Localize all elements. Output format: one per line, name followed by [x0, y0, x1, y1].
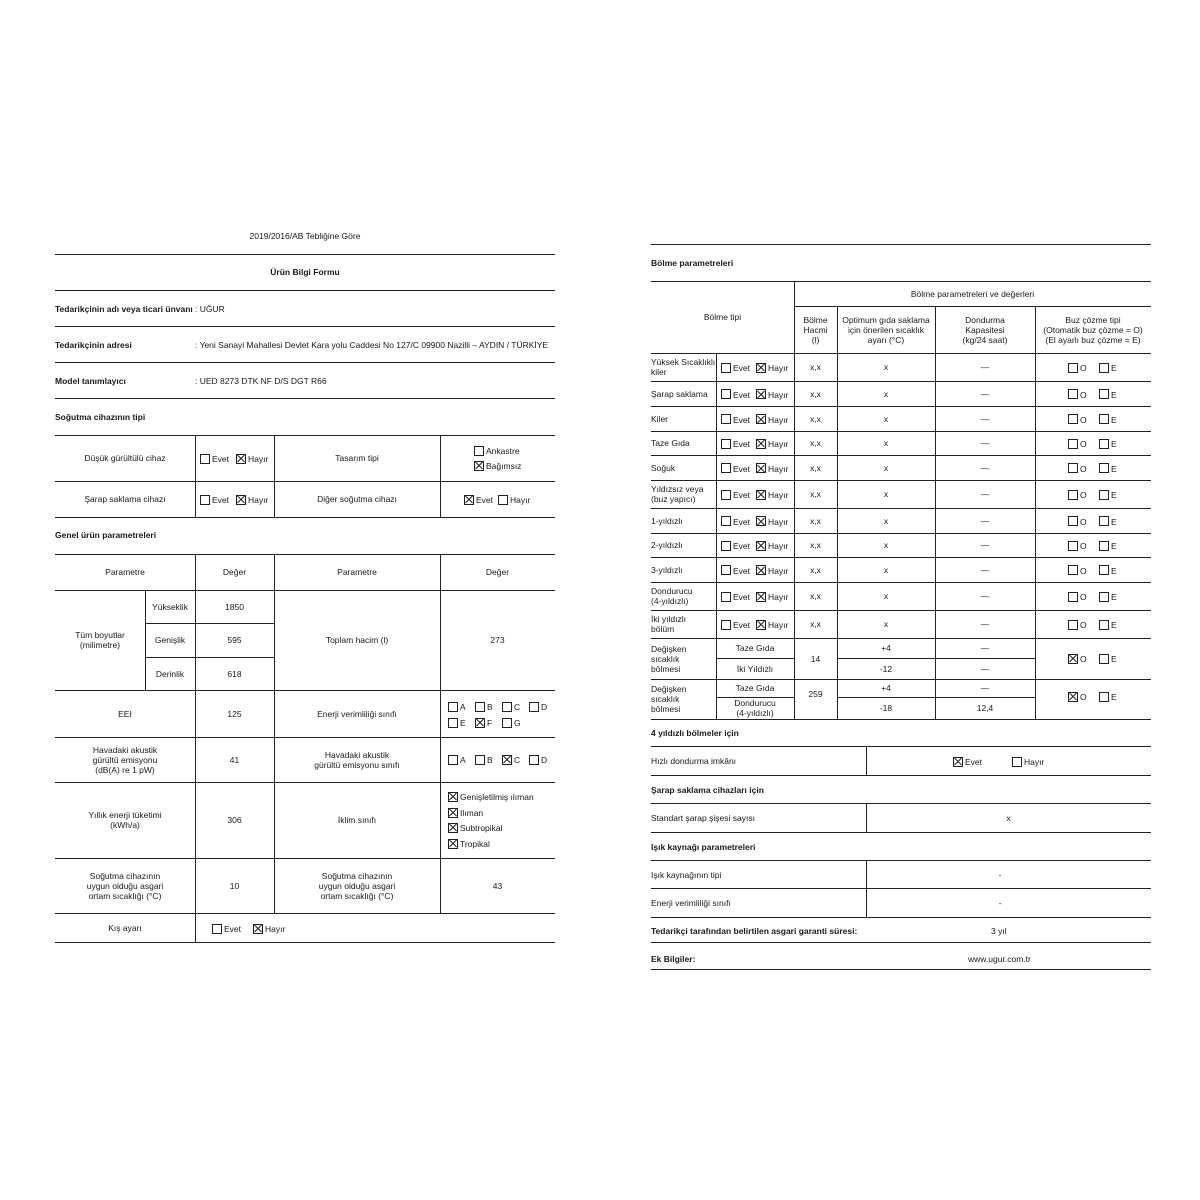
compartment-row-10-defrost-o-checkbox[interactable]: O	[1068, 618, 1087, 631]
low-noise-no-checkbox[interactable]: Hayır	[236, 452, 268, 465]
compartment-row-0-freezing-capacity: —	[980, 362, 990, 372]
energy-class-label: Enerji verimliliği sınıfı	[317, 708, 397, 719]
compartment-type-header: Bölme tipi	[703, 312, 742, 322]
height-label: Yükseklik	[152, 601, 188, 612]
value-header-1: Değer	[222, 567, 247, 577]
noise-emission-label: Havadaki akustik gürültü emisyonu (dB(A) re 1 pW)	[92, 744, 158, 775]
compartment-row-9-volume: x,x	[810, 591, 821, 601]
form-title: Ürün Bilgi Formu	[270, 267, 340, 277]
model-value: : UED 8273 DTK NF D/S DGT R66	[195, 376, 327, 386]
compartment-row-10-freezing-capacity: —	[980, 619, 990, 629]
compartment-row-7-temperature: x	[883, 540, 889, 550]
compartment-row-8-freezing-capacity: —	[980, 564, 990, 575]
compartment-row-9-defrost-o-checkbox[interactable]: O	[1068, 590, 1087, 603]
wine-no-checkbox[interactable]: Hayır	[236, 493, 268, 506]
variable-compartment-1-defrost-o-checkbox[interactable]: O	[1068, 652, 1087, 665]
total-volume-value: 273	[490, 635, 505, 645]
compartment-row-9-defrost-e-checkbox[interactable]: E	[1099, 590, 1117, 603]
variable-compartment-1-temp2: -12	[879, 663, 893, 674]
variable-compartment-1-sub2: İki Yıldızlı	[736, 663, 774, 674]
energy-class-f-checkbox[interactable]: F	[475, 716, 492, 729]
compartment-row-4-volume: x,x	[810, 462, 821, 473]
param-header-1: Parametre	[105, 567, 145, 577]
noise-class-b-checkbox[interactable]: B	[475, 753, 493, 766]
compartment-row-1-defrost-e-checkbox[interactable]: E	[1099, 388, 1117, 401]
climate-class-label: İklim sınıfı	[337, 815, 377, 825]
winter-yes-checkbox[interactable]: Evet	[212, 922, 241, 935]
annual-energy-value: 306	[227, 815, 242, 825]
supplier-address-label: Tedarikçinin adresi	[55, 340, 132, 350]
compartment-row-5-freezing-capacity: —	[980, 489, 990, 499]
compartment-row-8-yes-checkbox[interactable]: Evet	[721, 564, 750, 577]
light-source-title: Işık kaynağı parametreleri	[651, 842, 756, 852]
compartment-row-0-yes-checkbox[interactable]: Evet	[721, 361, 750, 374]
compartment-row-2-no-checkbox[interactable]: Hayır	[756, 413, 788, 426]
compartment-row-7-volume: x,x	[810, 540, 821, 550]
compartment-row-0-defrost-e-checkbox[interactable]: E	[1099, 361, 1117, 374]
compartment-row-8-defrost-o-checkbox[interactable]: O	[1068, 564, 1087, 577]
variable-compartment-1-freeze1: —	[980, 643, 990, 653]
annual-energy-label: Yıllık enerji tüketimi (kWh/a)	[88, 810, 162, 830]
compartment-row-6-yes-checkbox[interactable]: Evet	[721, 515, 750, 528]
variable-compartment-2-freeze1: —	[980, 683, 990, 693]
compartment-row-9-yes-checkbox[interactable]: Evet	[721, 590, 750, 603]
winter-no-checkbox[interactable]: Hayır	[253, 922, 285, 935]
min-ambient-temp-value: 10	[229, 880, 240, 891]
light-source-type-value: -	[998, 870, 1002, 880]
variable-compartment-1-defrost-e-checkbox[interactable]: E	[1099, 652, 1117, 665]
supplier-name-label: Tedarikçinin adı veya ticari ünvanı	[55, 304, 193, 314]
max-ambient-temp-label: Soğutma cihazının uygun olduğu asgari ortam sıcaklığı (°C)	[318, 870, 396, 901]
depth-label: Derinlik	[155, 668, 185, 679]
climate-extended-temperate-checkbox[interactable]: Genişletilmiş ılıman	[448, 790, 534, 803]
noise-class-label: Havadaki akustik gürültü emisyonu sınıfı	[314, 749, 400, 770]
volume-column-header: Bölme Hacmi (l)	[803, 314, 828, 345]
climate-temperate-checkbox[interactable]: Ilıman	[448, 806, 483, 819]
compartment-row-3-yes-checkbox[interactable]: Evet	[721, 437, 750, 450]
temperature-column-header: Optimum gıda saklama için önerilen sıcaklık ayarı (°C)	[842, 314, 930, 345]
extra-info-label: Ek Bilgiler:	[651, 954, 696, 964]
compartment-row-2-temperature: x	[883, 413, 889, 424]
variable-compartment-2-label: Değişken sıcaklık bölmesi	[651, 684, 687, 714]
width-value: 595	[227, 635, 242, 645]
other-cooling-yes-checkbox[interactable]: Evet	[464, 493, 493, 506]
compartment-row-6-temperature: x	[883, 515, 889, 526]
compartment-row-0-temperature: x	[883, 362, 889, 372]
noise-class-d-checkbox[interactable]: D	[529, 753, 547, 766]
freezing-capacity-column-header: Dondurma Kapasitesi (kg/24 saat)	[962, 314, 1008, 345]
variable-compartment-2-sub1: Taze Gıda	[735, 683, 775, 693]
low-noise-yes-checkbox[interactable]: Evet	[200, 452, 229, 465]
compartment-row-0-name: Yüksek Sıcaklıklı kiler	[651, 357, 716, 377]
compartment-row-10-temperature: x	[883, 619, 889, 629]
compartment-row-0-volume: x,x	[810, 362, 821, 372]
compartment-row-10-name: İki yıldızlı bölüm	[651, 614, 686, 634]
compartment-row-9-freezing-capacity: —	[980, 591, 990, 601]
extra-info-value: www.ugur.com.tr	[968, 954, 1031, 964]
wine-yes-checkbox[interactable]: Evet	[200, 493, 229, 506]
energy-class-b-checkbox[interactable]: B	[475, 700, 493, 713]
compartment-row-7-freezing-capacity: —	[980, 540, 990, 550]
light-energy-class-value: -	[998, 898, 1002, 908]
width-label: Genişlik	[154, 635, 186, 645]
variable-compartment-2-volume: 259	[808, 689, 823, 699]
regulation-header: 2019/2016/AB Tebliğine Göre	[249, 231, 361, 241]
wine-bottles-value: x	[1006, 813, 1011, 823]
compartment-row-8-no-checkbox[interactable]: Hayır	[756, 564, 788, 577]
noise-class-a-checkbox[interactable]: A	[448, 753, 466, 766]
compartment-row-4-temperature: x	[883, 462, 889, 473]
wine-bottles-label: Standart şarap şişesi sayısı	[651, 813, 755, 823]
supplier-name-value: : UĞUR	[195, 304, 225, 314]
compartment-row-3-freezing-capacity: —	[980, 438, 990, 448]
compartment-row-2-volume: x,x	[810, 413, 821, 424]
energy-class-g-checkbox[interactable]: G	[502, 716, 521, 729]
compartment-row-9-temperature: x	[883, 591, 889, 601]
compartment-row-3-defrost-o-checkbox[interactable]: O	[1068, 437, 1087, 450]
height-value: 1850	[225, 601, 244, 612]
compartment-row-4-defrost-e-checkbox[interactable]: E	[1099, 462, 1117, 475]
variable-compartment-1-temp1: +4	[881, 643, 891, 653]
variable-compartment-1-volume: 14	[810, 653, 821, 664]
compartment-row-6-defrost-e-checkbox[interactable]: E	[1099, 515, 1117, 528]
compartment-row-3-defrost-e-checkbox[interactable]: E	[1099, 437, 1117, 450]
compartment-row-1-freezing-capacity: —	[980, 388, 990, 399]
dimensions-label: Tüm boyutlar (milimetre)	[75, 630, 125, 650]
compartment-row-10-defrost-e-checkbox[interactable]: E	[1099, 618, 1117, 631]
compartment-row-5-defrost-e-checkbox[interactable]: E	[1099, 488, 1117, 501]
compartment-row-9-name: Dondurucu (4-yıldızlı)	[651, 586, 693, 606]
compartment-row-7-yes-checkbox[interactable]: Evet	[721, 539, 750, 552]
cooling-type-title: Soğutma cihazının tipi	[55, 412, 146, 422]
variable-compartment-2-defrost-o-checkbox[interactable]: O	[1068, 690, 1087, 703]
warranty-label: Tedarikçi tarafından belirtilen asgari garanti süresi:	[651, 926, 858, 936]
compartment-row-7-defrost-e-checkbox[interactable]: E	[1099, 539, 1117, 552]
design-type-label: Tasarım tipi	[335, 453, 379, 463]
variable-compartment-2-temp1: +4	[881, 683, 891, 693]
compartment-row-2-yes-checkbox[interactable]: Evet	[721, 413, 750, 426]
fast-freeze-no-checkbox[interactable]: Hayır	[1012, 755, 1044, 768]
compartment-row-2-defrost-e-checkbox[interactable]: E	[1099, 413, 1117, 426]
compartment-row-4-defrost-o-checkbox[interactable]: O	[1068, 462, 1087, 475]
eei-value: 125	[227, 708, 242, 719]
low-noise-label: Düşük gürültülü cihaz	[84, 453, 166, 463]
general-params-title: Genel ürün parametreleri	[55, 530, 157, 540]
climate-tropical-checkbox[interactable]: Tropikal	[448, 837, 490, 850]
total-volume-label: Toplam hacim (l)	[325, 635, 389, 645]
freestanding-checkbox[interactable]: Bağımsız	[474, 459, 521, 472]
compartment-row-8-temperature: x	[883, 564, 889, 575]
builtin-checkbox[interactable]: Ankastre	[474, 444, 520, 457]
variable-compartment-2-defrost-e-checkbox[interactable]: E	[1099, 690, 1117, 703]
param-header-2: Parametre	[337, 567, 377, 577]
compartment-row-6-defrost-o-checkbox[interactable]: O	[1068, 515, 1087, 528]
compartment-row-2-defrost-o-checkbox[interactable]: O	[1068, 413, 1087, 426]
compartment-row-9-no-checkbox[interactable]: Hayır	[756, 590, 788, 603]
compartment-row-1-temperature: x	[883, 388, 889, 399]
compartment-params-title: Bölme parametreleri	[651, 258, 734, 268]
compartment-row-1-defrost-o-checkbox[interactable]: O	[1068, 388, 1087, 401]
defrost-column-header: Buz çözme tipi (Otomatik buz çözme = O) (El ayarlı buz çözme = E)	[1043, 314, 1143, 345]
compartment-row-10-no-checkbox[interactable]: Hayır	[756, 618, 788, 631]
compartment-row-2-name: Kiler	[651, 413, 669, 424]
compartment-row-3-name: Taze Gıda	[651, 438, 690, 448]
compartment-row-10-volume: x,x	[810, 619, 821, 629]
model-label: Model tanımlayıcı	[55, 376, 126, 386]
energy-class-d-checkbox[interactable]: D	[529, 700, 547, 713]
compartment-row-3-volume: x,x	[810, 438, 821, 448]
variable-compartment-2-sub2: Dondurucu (4-yıldızlı)	[734, 698, 776, 718]
energy-class-c-checkbox[interactable]: C	[502, 700, 520, 713]
four-star-title: 4 yıldızlı bölmeler için	[651, 728, 739, 738]
max-ambient-temp-value: 43	[492, 880, 503, 891]
compartment-group-header: Bölme parametreleri ve değerleri	[910, 288, 1035, 299]
noise-emission-value: 41	[229, 754, 240, 765]
energy-class-e-checkbox[interactable]: E	[448, 716, 466, 729]
light-energy-class-label: Enerji verimliliği sınıfı	[651, 898, 731, 908]
compartment-row-7-name: 2-yıldızlı	[651, 540, 683, 550]
variable-compartment-2-temp2: -18	[879, 703, 893, 713]
compartment-row-0-defrost-o-checkbox[interactable]: O	[1068, 361, 1087, 374]
compartment-row-5-volume: x,x	[810, 489, 821, 499]
compartment-row-1-no-checkbox[interactable]: Hayır	[756, 388, 788, 401]
compartment-row-4-yes-checkbox[interactable]: Evet	[721, 462, 750, 475]
noise-class-c-checkbox[interactable]: C	[502, 753, 520, 766]
compartment-row-5-defrost-o-checkbox[interactable]: O	[1068, 488, 1087, 501]
depth-value: 618	[227, 668, 242, 679]
wine-appliance-label: Şarap saklama cihazı	[84, 494, 166, 504]
value-header-2: Değer	[485, 567, 510, 577]
compartment-row-10-yes-checkbox[interactable]: Evet	[721, 618, 750, 631]
compartment-row-8-name: 3-yıldızlı	[651, 564, 683, 575]
variable-compartment-2-freeze2: 12,4	[976, 703, 994, 713]
climate-subtropical-checkbox[interactable]: Subtropikal	[448, 821, 503, 834]
compartment-row-5-name: Yıldızsız veya (buz yapıcı)	[651, 484, 704, 504]
compartment-row-8-volume: x,x	[810, 564, 821, 575]
warranty-value: 3 yıl	[991, 926, 1007, 936]
min-ambient-temp-label: Soğutma cihazının uygun olduğu asgari ortam sıcaklığı (°C)	[86, 870, 164, 901]
variable-compartment-1-sub1: Taze Gıda	[735, 643, 775, 653]
wine-section-title: Şarap saklama cihazları için	[651, 785, 764, 795]
light-source-type-label: Işık kaynağının tipi	[651, 870, 722, 880]
compartment-row-1-yes-checkbox[interactable]: Evet	[721, 388, 750, 401]
variable-compartment-1-label: Değişken sıcaklık bölmesi	[651, 643, 687, 674]
compartment-row-6-no-checkbox[interactable]: Hayır	[756, 515, 788, 528]
energy-class-a-checkbox[interactable]: A	[448, 700, 466, 713]
fast-freeze-label: Hızlı dondurma imkânı	[651, 756, 737, 766]
compartment-row-1-name: Şarap saklama	[651, 388, 708, 399]
supplier-address-value: : Yeni Sanayi Mahallesi Devlet Kara yolu Caddesi No 127/C 09900 Nazilli – AYDIN / TÜRKİYE	[195, 340, 549, 350]
eei-label: EEI	[118, 708, 132, 719]
compartment-row-7-defrost-o-checkbox[interactable]: O	[1068, 539, 1087, 552]
compartment-row-2-freezing-capacity: —	[980, 413, 990, 424]
compartment-row-5-temperature: x	[883, 489, 889, 499]
compartment-row-4-name: Soğuk	[651, 462, 676, 473]
compartment-row-3-temperature: x	[883, 438, 889, 448]
compartment-row-5-yes-checkbox[interactable]: Evet	[721, 488, 750, 501]
winter-setting-label: Kış ayarı	[108, 922, 142, 933]
variable-compartment-1-freeze2: —	[980, 663, 990, 674]
other-cooling-label: Diğer soğutma cihazı	[317, 494, 397, 504]
compartment-row-3-no-checkbox[interactable]: Hayır	[756, 437, 788, 450]
compartment-row-6-name: 1-yıldızlı	[651, 515, 683, 526]
compartment-row-4-no-checkbox[interactable]: Hayır	[756, 462, 788, 475]
fast-freeze-yes-checkbox[interactable]: Evet	[953, 755, 982, 768]
compartment-row-1-volume: x,x	[810, 388, 821, 399]
compartment-row-7-no-checkbox[interactable]: Hayır	[756, 539, 788, 552]
compartment-row-0-no-checkbox[interactable]: Hayır	[756, 361, 788, 374]
other-cooling-no-checkbox[interactable]: Hayır	[498, 493, 530, 506]
compartment-row-8-defrost-e-checkbox[interactable]: E	[1099, 564, 1117, 577]
compartment-row-4-freezing-capacity: —	[980, 462, 990, 473]
compartment-row-5-no-checkbox[interactable]: Hayır	[756, 488, 788, 501]
compartment-row-6-volume: x,x	[810, 515, 821, 526]
compartment-row-6-freezing-capacity: —	[980, 515, 990, 526]
